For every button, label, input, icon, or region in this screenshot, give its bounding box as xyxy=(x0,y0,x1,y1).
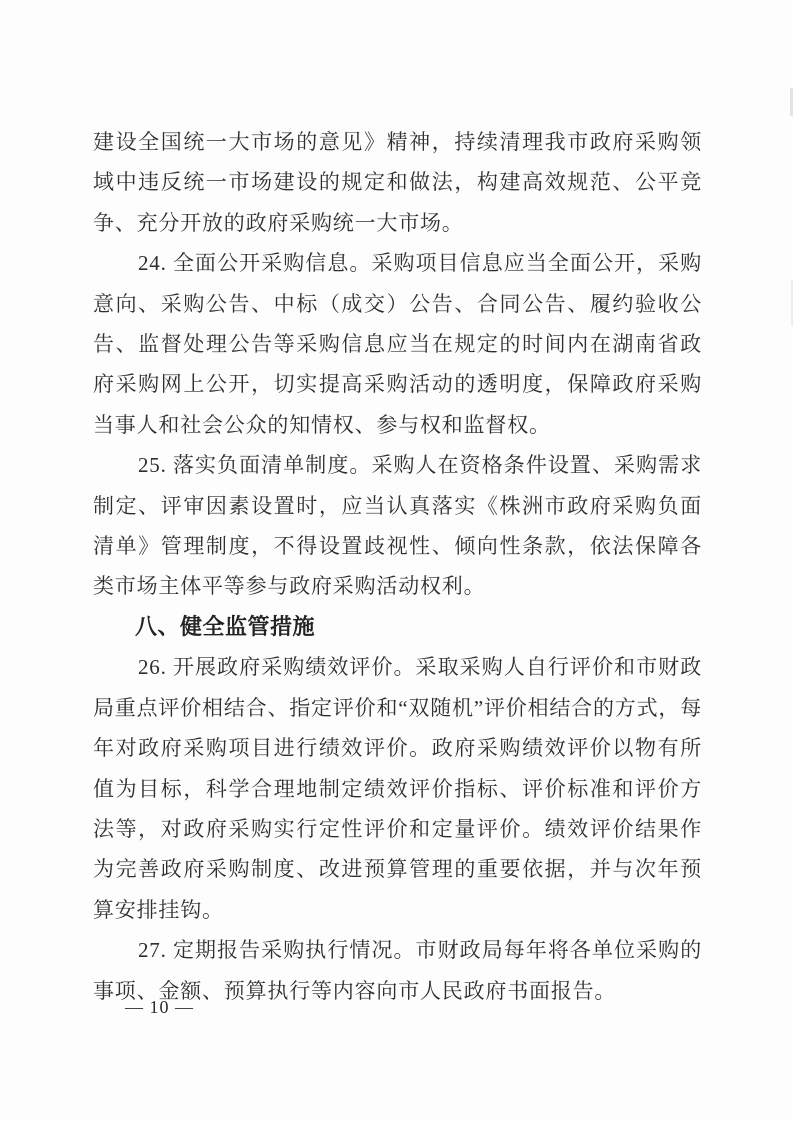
section-heading-8: 八、健全监管措施 xyxy=(135,613,316,639)
paragraph-item-24: 24. 全面公开采购信息。采购项目信息应当全面公开，采购意向、采购公告、中标（成交）公告、合同公告、履约验收公告、监督处理公告等采购信息应当在规定的时间内在湖南省政府采购网上公开，切实提高采购活动的透明度，保障政府采购当事人和社会公众的知情权、参与权和监督权。 xyxy=(93,251,702,437)
page-footer xyxy=(125,997,194,1018)
page-number: — 10 — xyxy=(125,997,194,1017)
paragraph-item-25: 25. 落实负面清单制度。采购人在资格条件设置、采购需求制定、评审因素设置时，应当认真落实《株洲市政府采购负面清单》管理制度，不得设置歧视性、倾向性条款，依法保障各类市场主体平等参与政府采购活动权利。 xyxy=(93,453,702,599)
paragraph-item-27: 27. 定期报告采购执行情况。市财政局每年将各单位采购的事项、金额、预算执行等内容向市人民政府书面报告。 xyxy=(93,938,702,1003)
paragraph-item-26: 26. 开展政府采购绩效评价。采取采购人自行评价和市财政局重点评价相结合、指定评价和“双随机”评价相结合的方式，每年对政府采购项目进行绩效评价。政府采购绩效评价以物有所值为目标，科学合理地制定绩效评价指标、评价标准和评价方法等，对政府采购实行定性评价和定量评价。绩效评价结果作为完善政府采购制度、改进预算管理的重要依据，并与次年预算安排挂钩。 xyxy=(93,655,702,922)
document-body xyxy=(93,122,702,1011)
paragraph-continuation: 建设全国统一大市场的意见》精神，持续清理我市政府采购领域中违反统一市场建设的规定和做法，构建高效规范、公平竞争、充分开放的政府采购统一大市场。 xyxy=(93,130,702,235)
